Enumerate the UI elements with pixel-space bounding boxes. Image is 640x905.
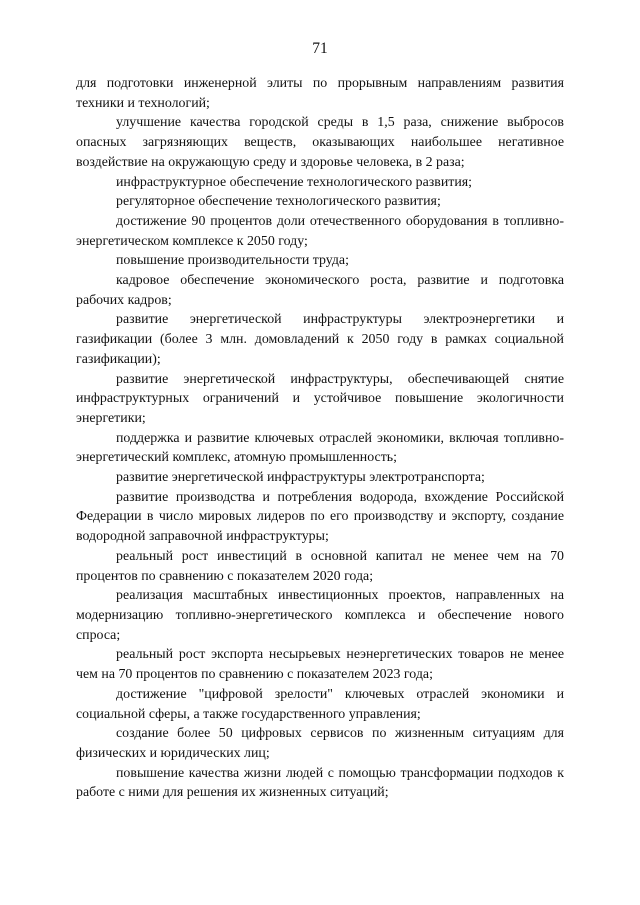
list-item-hydrogen: развитие производства и потребления водорода, вхождение Российской Федерации в число мировых лидеров по его производству и экспорту, создание водородной заправочной инфраструктуры; — [76, 489, 564, 545]
list-item-export-growth: реальный рост экспорта несырьевых неэнергетических товаров не менее чем на 70 процентов по сравнению с показателем 2023 года; — [76, 647, 564, 683]
list-item-infrastructure-support: инфраструктурное обеспечение технологического развития; — [116, 174, 473, 190]
list-item-quality-of-life: повышение качества жизни людей с помощью трансформации подходов к работе с ними для решения их жизненных ситуаций; — [76, 765, 564, 801]
list-item-digital-maturity: достижение "цифровой зрелости" ключевых отраслей экономики и социальной сферы, а также государственного управления; — [76, 686, 564, 722]
list-item-gasification: развитие энергетической инфраструктуры электроэнергетики и газификации (более 3 млн. домовладений к 2050 году в рамках социальной газификации); — [76, 312, 564, 367]
list-item-urban-environment: улучшение качества городской среды в 1,5 раза, снижение выбросов опасных загрязняющих веществ, оказывающих наибольшее негативное воздействие на окружающую среду и здоровье человека, в 2 раза; — [76, 115, 564, 170]
paragraph-continuation: для подготовки инженерной элиты по прорывным направлениям развития техники и технологий; — [76, 76, 564, 111]
list-item-staffing: кадровое обеспечение экономического роста, развитие и подготовка рабочих кадров; — [76, 273, 564, 308]
list-item-electric-transport: развитие энергетической инфраструктуры электротранспорта; — [116, 470, 485, 486]
list-item-investment-projects: реализация масштабных инвестиционных проектов, направленных на модернизацию топливно-энергетического комплекса и обеспечение нового спроса; — [76, 588, 564, 643]
list-item-investment-growth: реальный рост инвестиций в основной капитал не менее чем на 70 процентов по сравнению с показателем 2020 года; — [76, 548, 564, 584]
page-number: 71 — [312, 40, 328, 57]
list-item-digital-services: создание более 50 цифровых сервисов по жизненным ситуациям для физических и юридических лиц; — [76, 726, 564, 761]
list-item-productivity: повышение производительности труда; — [116, 253, 349, 269]
list-item-energy-infrastructure: развитие энергетической инфраструктуры, обеспечивающей снятие инфраструктурных ограничений и устойчивое повышение экологичности энергетики; — [76, 371, 564, 426]
list-item-key-industries: поддержка и развитие ключевых отраслей экономики, включая топливно-энергетический комплекс, атомную промышленность; — [76, 430, 564, 466]
list-item-domestic-equipment: достижение 90 процентов доли отечественного оборудования в топливно-энергетическом комплексе к 2050 году; — [76, 213, 564, 249]
document-body — [76, 74, 564, 803]
list-item-regulatory-support: регуляторное обеспечение технологического развития; — [116, 194, 441, 210]
